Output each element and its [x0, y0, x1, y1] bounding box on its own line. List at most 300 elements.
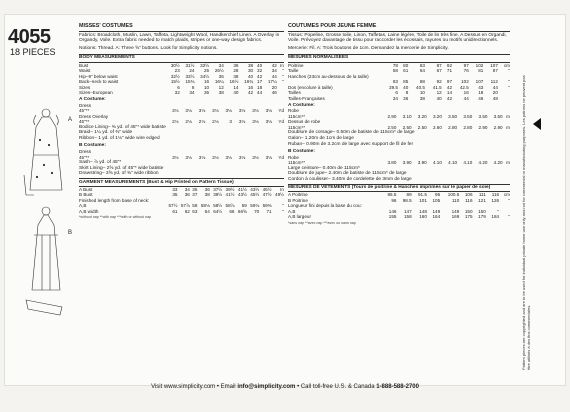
cell-value: 4.10	[463, 160, 473, 166]
french-title: COUTUMES POUR JEUNE FEMME	[288, 24, 510, 32]
cell-value: 44	[257, 90, 263, 96]
cell-value: Yd	[278, 119, 284, 125]
view-b-illustration	[26, 207, 62, 315]
cell-value: 39½	[225, 186, 235, 192]
cell-value: 43½	[237, 192, 247, 198]
row-label: Dress Overlay	[79, 113, 109, 119]
cell-value: 64½	[213, 208, 223, 214]
cell-value: 4.20	[493, 160, 503, 166]
cell-value: 46	[271, 90, 277, 96]
cell-value: 34½	[200, 73, 210, 79]
row-label: A Poitrine	[288, 192, 308, 198]
cell-value: 36	[203, 90, 210, 96]
cell-value: 45½	[262, 186, 272, 192]
cell-value: 61	[172, 208, 178, 214]
english-notions: Notions: Thread. A: Three ⅝" buttons. Look for Simplicity notions.	[79, 46, 218, 52]
cell-value: 34	[184, 186, 190, 192]
cell-value: 32½	[170, 73, 180, 79]
cell-value: cm	[503, 192, 510, 198]
french-a-notes	[288, 130, 510, 147]
cell-value: 147	[404, 208, 412, 214]
note-line: Braid– 1¼ yd. of ⅜" wide	[79, 130, 133, 136]
row-label: Dress	[79, 102, 91, 108]
cell-value: 38	[233, 73, 239, 79]
cell-value: 59	[241, 203, 247, 209]
cell-value: "	[508, 84, 510, 90]
cell-value: 91.5	[417, 192, 427, 198]
cell-value: 67	[436, 68, 442, 74]
cell-value: 45½	[250, 192, 260, 198]
cell-value: 35	[172, 192, 178, 198]
row-label: 45"**	[79, 119, 90, 125]
note-line: Doublure de jupe– 2.40m de batiste de 115cm* de large	[288, 171, 407, 177]
cell-value: 32	[174, 90, 180, 96]
note-line: Galon– 1.20m de 1cm de large	[288, 135, 354, 141]
cell-value: 14	[446, 90, 453, 96]
cell-value: 49½	[275, 192, 284, 198]
french-a-table	[288, 108, 510, 130]
cell-value: 20	[492, 90, 498, 96]
cell-value: 23	[174, 68, 180, 74]
cell-value: "	[508, 214, 510, 220]
cell-value: 3⅛	[252, 154, 259, 160]
french-column	[288, 24, 510, 227]
cell-value: 38	[419, 95, 425, 101]
row-label: Tailles	[288, 90, 301, 96]
english-b-costume: B Costume:	[79, 143, 106, 149]
cell-value: 97	[446, 79, 453, 85]
cell-value: 58⅞	[225, 203, 235, 209]
note-line: Drawstring– 3⅝ yd. of ⅜" wide ribbon	[79, 171, 159, 177]
row-label: Robe	[288, 108, 299, 114]
cell-value: 24	[189, 68, 195, 74]
cell-value: 111	[478, 192, 486, 198]
view-a-illustration	[24, 109, 62, 195]
cell-value: 3⅛	[225, 108, 232, 114]
footer-visit: Visit www.simplicity.com	[151, 384, 216, 390]
cell-value: 164	[432, 214, 441, 220]
cell-value: 92	[446, 62, 453, 68]
french-a-costume: A Costume:	[288, 102, 315, 108]
cell-value: 83	[392, 79, 398, 85]
cell-value: 2.90	[478, 124, 488, 130]
cell-value: 121	[478, 197, 486, 203]
english-body-header: BODY MEASUREMENTS	[79, 54, 284, 63]
row-label: Dress	[79, 149, 91, 155]
cell-value: 42	[446, 95, 453, 101]
cell-value: 34	[271, 68, 277, 74]
cell-value: 39.5	[389, 84, 398, 90]
footer-email: info@simplicity.com	[237, 384, 296, 390]
cell-value: 8	[191, 84, 195, 90]
cell-value: 71	[266, 208, 272, 214]
cell-value: 8	[405, 90, 409, 96]
row-label: Sizes	[79, 84, 91, 90]
cell-value: 32	[257, 68, 263, 74]
pattern-pieces: 18 PIECES	[10, 47, 56, 57]
cell-value: 10	[419, 90, 425, 96]
cell-value: 92	[436, 79, 442, 85]
cell-value: 15½	[170, 79, 180, 85]
row-label: A,B largeur	[288, 214, 311, 220]
cell-value: 105	[432, 197, 441, 203]
cell-value: 36	[403, 95, 409, 101]
cell-value: 18	[478, 90, 484, 96]
cell-value: 58	[192, 203, 198, 209]
cell-value: 36	[204, 186, 210, 192]
french-mercerie: Mercerie: Fil. A: Trois boutons de 1cm. Demandez la mercerie de Simplicity.	[288, 46, 449, 52]
cell-value: 44	[271, 73, 277, 79]
row-label: B Bust	[79, 192, 93, 198]
table-row	[79, 209, 284, 215]
row-label: Hanches (23cm au-dessous de la taille)	[288, 73, 369, 79]
cell-value: 2.50	[402, 124, 412, 130]
french-b-table	[288, 155, 510, 166]
cell-value: "	[508, 197, 510, 203]
cell-value: 6	[177, 84, 180, 90]
row-label: Longueur fini depuis la base du cou:	[288, 203, 362, 209]
row-label: Taille	[288, 68, 299, 74]
english-garment-header: GARMENT MEASUREMENTS (Bust & Hip Printed on Pattern Tissue)	[79, 178, 284, 187]
row-label: Hip–9" below waist	[79, 73, 118, 79]
cell-value: 40	[436, 95, 442, 101]
cell-value: 86.5	[387, 192, 397, 198]
cell-value: 80	[403, 62, 409, 68]
cell-value: 2⅛	[185, 119, 192, 125]
cell-value: m	[506, 113, 510, 119]
cell-value: 66⅝	[237, 208, 247, 214]
table-row	[288, 214, 510, 220]
note-line: Cordon à coulisser– 3.40m de cordelette de 3mm de large	[288, 176, 412, 182]
row-label: Waist	[79, 68, 91, 74]
row-label: A,B	[288, 208, 296, 214]
cell-value: 2.80	[448, 124, 458, 130]
cell-value: 3⅛	[212, 108, 219, 114]
cell-value: 146	[388, 208, 397, 214]
note-line: Sash– ⅞ yd. of 45"*	[79, 160, 122, 166]
row-label: Poitrine	[288, 62, 304, 68]
cell-value: 59⅛	[250, 203, 260, 209]
cell-value: 100.5	[447, 192, 460, 198]
cell-value: 87	[492, 68, 498, 74]
cell-value: 149	[451, 208, 460, 214]
english-a-table	[79, 103, 284, 125]
cell-value: 40	[257, 62, 263, 68]
note-line: Bodice Lining– ⅜ yd. of 45"* wide batiste	[79, 124, 166, 130]
cell-value: 28	[233, 68, 239, 74]
cell-value: 36	[233, 62, 239, 68]
cell-value: "	[508, 79, 510, 85]
cell-value: 3⅛	[265, 154, 272, 160]
cell-value: 150	[478, 208, 486, 214]
cell-value: Yd	[278, 154, 284, 160]
cell-value: 102	[461, 79, 469, 85]
french-b-costume: B Costume:	[288, 148, 315, 154]
cell-value: 97	[463, 62, 469, 68]
cell-value: 2.80	[463, 124, 473, 130]
english-title: MISSES' COSTUMES	[79, 24, 284, 32]
cell-value: 42	[446, 84, 453, 90]
row-label: Dessus de robe	[288, 119, 321, 125]
row-label: B Poitrine	[288, 197, 308, 203]
cell-value: 98.5	[402, 197, 412, 203]
cell-value: 42.5	[459, 84, 469, 90]
cell-value: 32½	[200, 62, 210, 68]
cell-value: 71	[446, 68, 453, 74]
row-label: Sizes–European	[79, 90, 113, 96]
cell-value: 48	[492, 95, 498, 101]
cell-value: 3.50	[478, 113, 488, 119]
cell-value: 38	[248, 62, 254, 68]
cell-value: 40	[403, 84, 409, 90]
cell-value: 43½	[250, 186, 260, 192]
cell-value: 126	[491, 197, 500, 203]
cell-value	[498, 96, 510, 102]
cell-value: 107	[490, 62, 498, 68]
row-label: 115cm**	[288, 124, 306, 130]
cell-value: 47½	[262, 192, 272, 198]
garment-illustrations	[22, 95, 76, 335]
cell-value: 16¾	[244, 79, 254, 85]
cell-value: 59⅜	[262, 203, 272, 209]
cell-value: 46	[478, 95, 484, 101]
table-row	[288, 96, 510, 102]
cell-value: 3.80	[387, 160, 397, 166]
cell-value: 2⅛	[212, 119, 219, 125]
cell-value: "	[282, 79, 284, 85]
cell-value: 149	[432, 208, 441, 214]
cell-value: 2⅛	[172, 119, 179, 125]
cell-value: 44	[492, 84, 498, 90]
cell-value: 42	[257, 73, 263, 79]
cell-value: 37	[192, 192, 198, 198]
french-tissus: Tissus: Popeline, Grosse toile, Linon, Taffetas, Laine légère, Toile de lin très fine. A Dessus en Organdi, Voile. Prévoyez davantage de tissu pour raccorder les écossais, rayures ou motifs unidirectionnels.	[288, 32, 507, 44]
cell-value: 2⅛	[198, 119, 206, 125]
cell-value: 4.10	[432, 160, 442, 166]
cell-value: 184	[491, 214, 500, 220]
cell-value: 42	[271, 62, 277, 68]
cell-value: 110	[451, 197, 460, 203]
cell-value: 33	[172, 186, 178, 192]
cell-value: 35	[192, 186, 198, 192]
cell-value: 3⅛	[185, 154, 192, 160]
french-garment-table	[288, 192, 510, 220]
cell-value: "	[282, 208, 284, 214]
row-label: Back–neck to waist	[79, 79, 119, 85]
cell-value: 96	[391, 197, 397, 203]
cell-value: 64	[419, 68, 425, 74]
cell-value: 14	[233, 84, 239, 90]
cell-value: 3⅛	[238, 119, 246, 125]
table-row	[79, 90, 284, 96]
cell-value: 42	[248, 90, 254, 96]
cell-value: 33½	[185, 73, 195, 79]
row-label: Robe	[288, 154, 299, 160]
cell-value: 155	[388, 214, 397, 220]
cell-value: 3⅛	[225, 154, 232, 160]
copyright-side-text: Pattern pieces are copyrighted and are to be used for individual private home use only and not for commercial or manufacturing purposes. Les patrons ne peuvent pas être utilisés à des fins commerciales.	[521, 75, 531, 370]
figure-label-a: A	[68, 117, 73, 123]
english-footnote: *without nap **with nap ***with or without nap	[79, 215, 152, 220]
row-label: 45"**	[79, 108, 90, 114]
cell-value: 3⅛	[172, 154, 179, 160]
cell-value: 3.50	[463, 113, 473, 119]
english-garment-table	[79, 187, 284, 215]
cell-value: 2.90	[493, 124, 503, 130]
cell-value: m	[506, 160, 510, 166]
cell-value: 37½	[213, 186, 223, 192]
note-line: Skirt Lining– 2⅝ yd. of 45"* wide batiste	[79, 165, 164, 171]
cell-value: 106	[464, 192, 473, 198]
english-a-costume: A Costume:	[79, 97, 106, 103]
row-label: Dos (encolure à taille)	[288, 84, 333, 90]
cell-value: 3⅛	[198, 108, 206, 114]
cell-value: 85	[403, 79, 409, 85]
cell-value: 10	[203, 84, 210, 90]
english-b-table	[79, 149, 284, 160]
figure-label-b: B	[68, 230, 73, 236]
cell-value: 76	[463, 68, 469, 74]
cell-value: 3	[229, 119, 232, 125]
cell-value: "	[508, 68, 510, 74]
cell-value: 3⅛	[265, 108, 272, 114]
cell-value: 44	[463, 95, 469, 101]
cell-value: 38	[218, 90, 224, 96]
cell-value: 61	[403, 68, 409, 74]
cell-value: 38	[204, 192, 210, 198]
cell-value: 41½	[237, 186, 247, 192]
cell-value: 66	[229, 208, 235, 214]
cell-value: 116	[491, 192, 500, 198]
cell-value: 41.5	[432, 84, 442, 90]
french-b-notes	[288, 166, 510, 183]
cell-value: 83	[419, 62, 425, 68]
french-garment-header: MESURES DE VETEMENTS (Tours de poitrine & Hanches imprimés sur le papier de soie)	[288, 184, 510, 193]
cell-value: 102	[475, 62, 484, 68]
cell-value: 26½	[214, 68, 224, 74]
row-label: A,B	[79, 203, 87, 209]
note-line: Ruban– 0.90m de 3.2cm de large avec support de fil de fer	[288, 141, 414, 147]
cell-value: 6	[395, 90, 398, 96]
cell-value: 3.50	[493, 113, 503, 119]
cell-value: 3.10	[402, 113, 412, 119]
cell-value: 3⅛	[172, 108, 179, 114]
cell-value: 2.50	[417, 124, 427, 130]
cell-value: 2.60	[432, 124, 442, 130]
cell-value: 148	[419, 208, 427, 214]
cell-value: 3.20	[417, 113, 427, 119]
cell-value: "	[497, 208, 500, 214]
cell-value: 62	[184, 208, 190, 214]
cell-value: 81	[478, 68, 484, 74]
cell-value: 30½	[170, 62, 180, 68]
cell-value: 3⅛	[212, 154, 219, 160]
cell-value: 18	[257, 84, 263, 90]
cell-value: 31½	[185, 62, 195, 68]
row-label: Tailles-Françaises	[288, 95, 325, 101]
cell-value: 4.20	[478, 160, 488, 166]
cell-value: 158	[404, 214, 412, 220]
cell-value: 34	[218, 62, 224, 68]
note-line: Ribbon– 1 yd. of 1⅛" wide wire edged	[79, 136, 160, 142]
cell-value: 112	[490, 79, 498, 85]
cell-value: 34	[189, 90, 195, 96]
cell-value: 16	[248, 84, 254, 90]
cell-value: 88	[419, 79, 425, 85]
cell-value: 58½	[213, 203, 223, 209]
english-column	[79, 24, 284, 221]
cell-value: 160	[419, 214, 427, 220]
row-label: A,B width	[79, 208, 99, 214]
cell-value: 3⅛	[238, 108, 246, 114]
english-body-table	[79, 63, 284, 96]
cell-value: 63	[192, 208, 198, 214]
english-fabrics: Fabrics: Broadcloth, Muslin, Lawn, Taffeta, Lightweight Wool, Handkerchief Linen. A Overlay in Organdy, Voile. Extra fabric needed to match plaids, stripes or one-way design fabrics.	[79, 32, 280, 44]
cell-value: 16¼	[214, 79, 224, 85]
cell-value: 12	[436, 90, 442, 96]
french-body-table	[288, 63, 510, 102]
cell-value: 57⅞	[180, 203, 190, 209]
cell-value: 36	[184, 192, 190, 198]
note-line: Large ceinture– 0.40m de 115cm*	[288, 165, 360, 171]
cell-value	[277, 90, 284, 96]
cell-value: 3⅛	[252, 119, 259, 125]
cell-value: 17¼	[267, 79, 277, 85]
cell-value: m	[506, 124, 510, 130]
cell-value: 40	[248, 73, 254, 79]
cell-value: 57½	[168, 203, 178, 209]
cell-value: 15¾	[185, 79, 195, 85]
cell-value: 40.5	[416, 84, 425, 90]
french-body-header: MESURES NORMALISEES	[288, 54, 510, 63]
row-label: Bust	[79, 62, 89, 68]
footer: Visit www.simplicity.com • Email info@simplicity.com • Call toll-free U.S. & Canada 1-888-588-2700	[151, 384, 419, 390]
cell-value: 16½	[229, 79, 239, 85]
cell-value: 43	[478, 84, 484, 90]
french-footnote: *sans nap **avec nap ***avec ou sans nap	[288, 220, 356, 225]
row-label: A Bust	[79, 186, 93, 192]
footer-call: Call toll-free U.S. & Canada	[300, 384, 375, 390]
footer-email-label: Email	[220, 384, 236, 390]
cell-value: 3.20	[432, 113, 442, 119]
cell-value: 3.90	[417, 160, 427, 166]
row-label: Finished length from base of neck:	[79, 197, 150, 203]
cell-value: 30	[248, 68, 254, 74]
cell-value: 4.10	[448, 160, 458, 166]
row-label: 45"**	[79, 154, 90, 160]
cell-value: 175	[464, 214, 473, 220]
cell-value: 20	[271, 84, 277, 90]
cell-value: 40	[233, 90, 239, 96]
cell-value: 87	[436, 62, 442, 68]
cell-value: 3⅛	[265, 119, 272, 125]
cell-value: 34	[392, 95, 398, 101]
cell-value: 39½	[213, 192, 223, 198]
cell-value: 41½	[225, 192, 235, 198]
cell-value: 116	[465, 197, 473, 203]
cell-value: 3.90	[402, 160, 412, 166]
cell-value: 2.90	[387, 113, 397, 119]
cell-value: 25	[203, 68, 210, 74]
cell-value: 2.50	[387, 124, 397, 130]
cell-value: 3⅛	[252, 108, 259, 114]
cell-value: 3⅛	[198, 154, 206, 160]
row-label: 115cm**	[288, 160, 306, 166]
cell-value: 89	[406, 192, 412, 198]
row-label: 115cm**	[288, 113, 306, 119]
pattern-number: 4055	[8, 26, 51, 48]
cell-value: "	[282, 203, 284, 209]
